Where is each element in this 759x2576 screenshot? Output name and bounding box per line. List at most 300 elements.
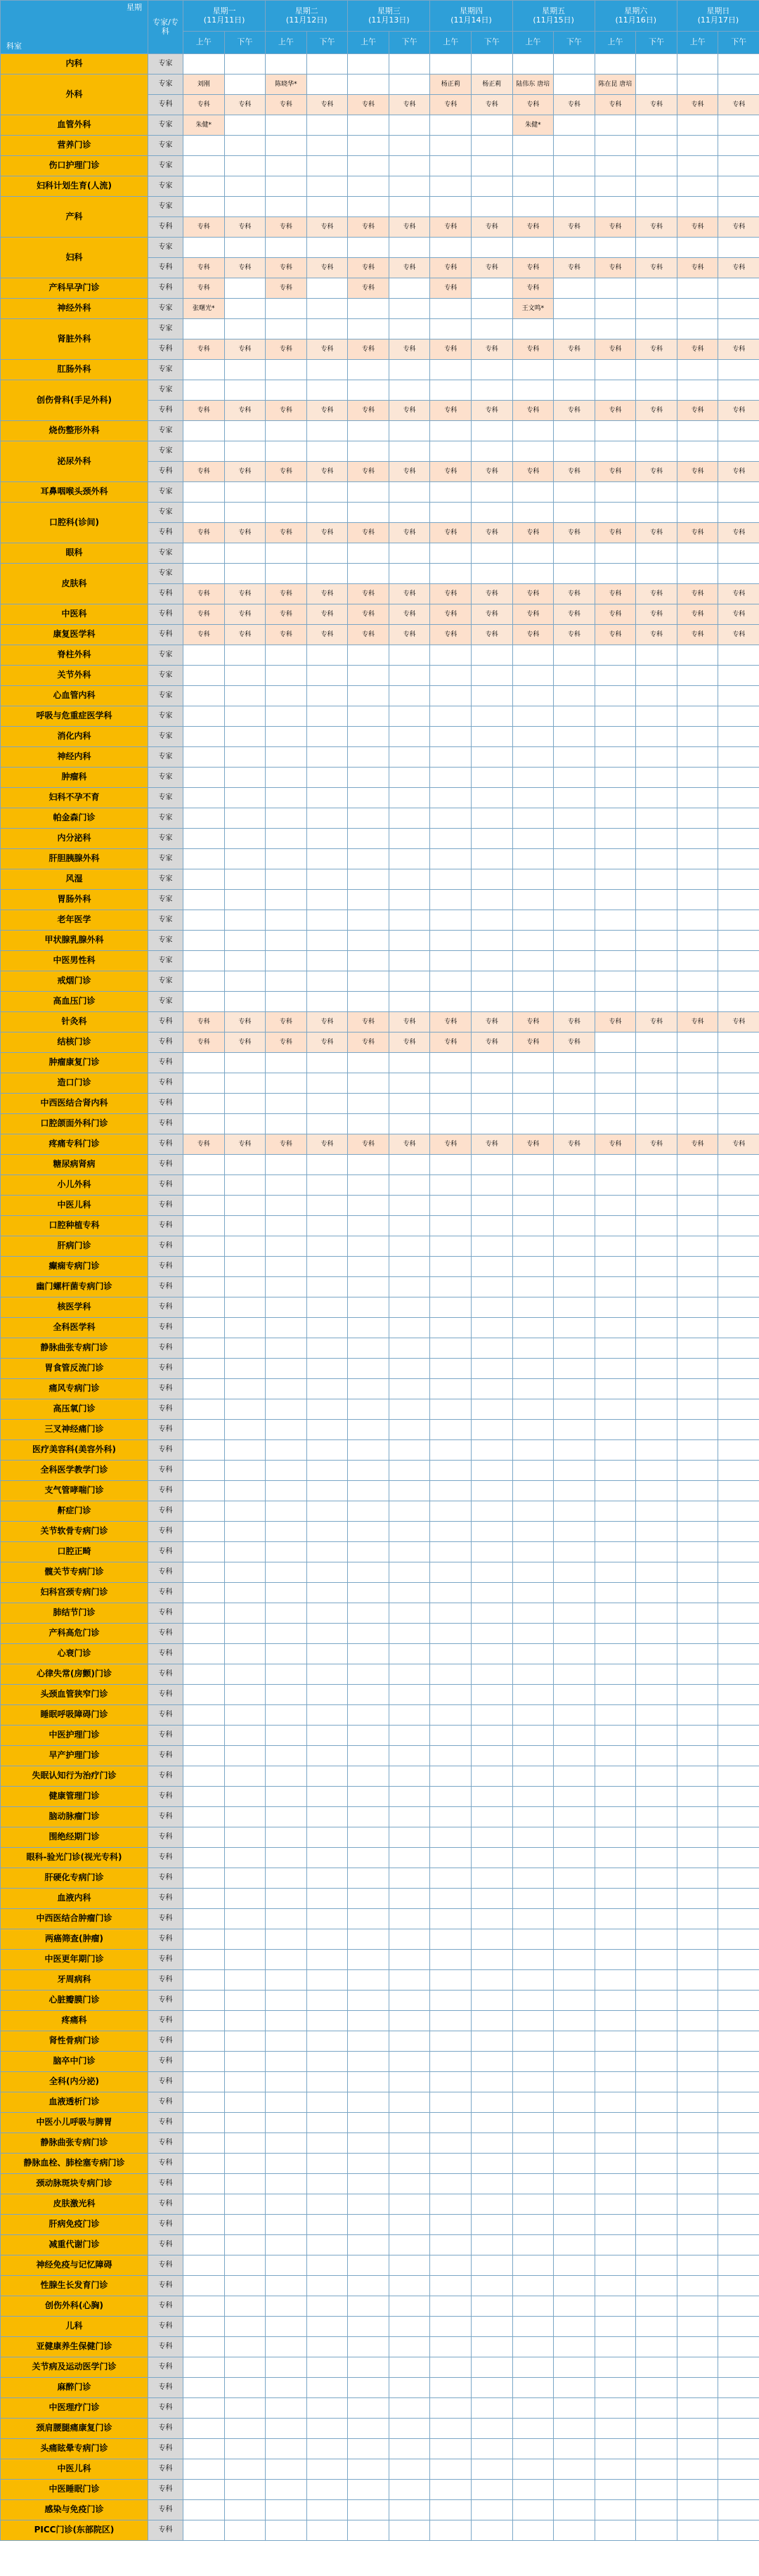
schedule-cell (224, 2317, 266, 2337)
clinic-type: 专科 (148, 1399, 183, 1420)
schedule-cell (430, 1950, 472, 1970)
schedule-cell: 专科 (430, 258, 472, 278)
schedule-row (1, 2296, 759, 2317)
schedule-cell (430, 1175, 472, 1196)
schedule-cell (471, 2357, 512, 2378)
schedule-cell (430, 2072, 472, 2092)
schedule-cell (306, 1726, 348, 1746)
schedule-cell (595, 1970, 636, 1991)
schedule-cell (348, 1827, 389, 1848)
schedule-cell (512, 1787, 554, 1807)
schedule-cell (266, 1236, 307, 1257)
schedule-cell (595, 2296, 636, 2317)
schedule-cell (718, 2174, 759, 2194)
schedule-cell (348, 666, 389, 686)
schedule-cell (348, 890, 389, 910)
schedule-cell (471, 564, 512, 584)
schedule-cell (183, 1644, 225, 1664)
schedule-cell (348, 1624, 389, 1644)
schedule-cell (636, 2419, 677, 2439)
schedule-cell (266, 1970, 307, 1991)
schedule-cell (718, 829, 759, 849)
schedule-cell (389, 2378, 430, 2398)
schedule-cell (471, 2500, 512, 2520)
schedule-cell (183, 2215, 225, 2235)
schedule-cell (471, 176, 512, 197)
schedule-cell (718, 992, 759, 1012)
schedule-cell: 专科 (554, 1033, 595, 1053)
schedule-cell (554, 1216, 595, 1236)
schedule-cell (595, 1236, 636, 1257)
schedule-cell (718, 278, 759, 299)
department-name: 内科 (1, 54, 148, 75)
schedule-cell (266, 1991, 307, 2011)
schedule-cell (554, 482, 595, 503)
schedule-cell (306, 706, 348, 727)
schedule-cell (718, 1827, 759, 1848)
schedule-cell (554, 2480, 595, 2500)
schedule-cell (595, 1766, 636, 1787)
schedule-row (1, 645, 759, 666)
schedule-cell (595, 2133, 636, 2154)
schedule-cell (224, 890, 266, 910)
schedule-cell (636, 1501, 677, 1522)
schedule-cell: 专科 (718, 401, 759, 421)
schedule-cell: 专科 (389, 217, 430, 238)
schedule-row (1, 2092, 759, 2113)
schedule-cell (636, 1624, 677, 1644)
schedule-cell (348, 2459, 389, 2480)
schedule-cell (512, 2317, 554, 2337)
schedule-row (1, 1359, 759, 1379)
schedule-cell (677, 278, 718, 299)
schedule-cell (348, 2113, 389, 2133)
schedule-cell: 专科 (348, 217, 389, 238)
schedule-cell (266, 1155, 307, 1175)
schedule-cell (266, 2194, 307, 2215)
department-name: 幽门螺杆菌专病门诊 (1, 1277, 148, 1297)
schedule-cell: 专科 (595, 1134, 636, 1155)
department-name: 造口门诊 (1, 1073, 148, 1094)
schedule-cell (224, 1196, 266, 1216)
schedule-cell (266, 931, 307, 951)
schedule-cell (554, 421, 595, 441)
schedule-cell (595, 1542, 636, 1562)
schedule-cell (718, 2480, 759, 2500)
schedule-cell (266, 727, 307, 747)
schedule-cell (512, 564, 554, 584)
schedule-cell (471, 808, 512, 829)
schedule-cell: 专科 (306, 462, 348, 482)
schedule-cell (430, 2296, 472, 2317)
schedule-cell (718, 747, 759, 768)
schedule-row (1, 1318, 759, 1338)
schedule-cell: 专科 (554, 1134, 595, 1155)
schedule-cell (306, 2459, 348, 2480)
schedule-cell (266, 1073, 307, 1094)
schedule-cell (224, 849, 266, 869)
schedule-cell (266, 115, 307, 136)
clinic-type: 专家 (148, 890, 183, 910)
schedule-cell (554, 1277, 595, 1297)
schedule-cell (718, 176, 759, 197)
schedule-cell (554, 788, 595, 808)
schedule-cell (430, 1766, 472, 1787)
schedule-cell (595, 1399, 636, 1420)
clinic-type: 专科 (148, 1603, 183, 1624)
schedule-cell (306, 1950, 348, 1970)
schedule-cell (636, 1481, 677, 1501)
schedule-cell (389, 1929, 430, 1950)
department-name: 康复医学科 (1, 625, 148, 645)
schedule-cell (183, 1277, 225, 1297)
schedule-cell (636, 869, 677, 890)
schedule-cell (512, 1929, 554, 1950)
schedule-cell (554, 176, 595, 197)
schedule-cell (348, 1807, 389, 1827)
schedule-cell (430, 645, 472, 666)
schedule-cell (306, 1501, 348, 1522)
schedule-cell: 专科 (266, 625, 307, 645)
schedule-cell (306, 543, 348, 564)
schedule-cell (224, 2276, 266, 2296)
schedule-cell (554, 1991, 595, 2011)
clinic-type: 专家 (148, 75, 183, 95)
schedule-cell (512, 2113, 554, 2133)
schedule-cell (389, 1420, 430, 1440)
schedule-cell (595, 971, 636, 992)
schedule-cell: 专科 (512, 462, 554, 482)
schedule-cell (224, 1542, 266, 1562)
schedule-cell (512, 2337, 554, 2357)
schedule-row (1, 2520, 759, 2541)
schedule-cell (677, 2011, 718, 2031)
schedule-cell (718, 1868, 759, 1889)
schedule-cell (677, 1522, 718, 1542)
schedule-cell (389, 1583, 430, 1603)
schedule-cell (512, 2072, 554, 2092)
schedule-cell (306, 1318, 348, 1338)
clinic-type: 专科 (148, 258, 183, 278)
schedule-cell (306, 1522, 348, 1542)
clinic-type: 专家 (148, 788, 183, 808)
schedule-cell (636, 747, 677, 768)
day-header: 星期日 (11月17日) (677, 1, 759, 32)
schedule-cell (430, 971, 472, 992)
schedule-cell (718, 1624, 759, 1644)
schedule-cell (636, 1909, 677, 1929)
schedule-cell (636, 1094, 677, 1114)
schedule-cell (595, 1196, 636, 1216)
department-name: 早产护理门诊 (1, 1746, 148, 1766)
schedule-cell: 专科 (389, 95, 430, 115)
schedule-cell (348, 421, 389, 441)
schedule-cell: 专科 (183, 339, 225, 360)
department-name: 中医小儿呼吸与脾胃 (1, 2113, 148, 2133)
schedule-cell: 专科 (224, 217, 266, 238)
schedule-cell (224, 1909, 266, 1929)
schedule-row (1, 1950, 759, 1970)
schedule-cell (512, 1848, 554, 1868)
schedule-cell (471, 1624, 512, 1644)
schedule-cell (718, 2113, 759, 2133)
schedule-cell (718, 1481, 759, 1501)
schedule-cell (636, 971, 677, 992)
schedule-cell (677, 1094, 718, 1114)
schedule-cell (183, 1868, 225, 1889)
schedule-cell (183, 197, 225, 217)
schedule-cell (266, 1501, 307, 1522)
schedule-cell (471, 2439, 512, 2459)
schedule-cell (512, 951, 554, 971)
schedule-cell: 专科 (677, 95, 718, 115)
schedule-cell (554, 2520, 595, 2541)
schedule-cell (718, 2500, 759, 2520)
schedule-cell (389, 1359, 430, 1379)
schedule-cell (636, 1542, 677, 1562)
schedule-cell (224, 2398, 266, 2419)
department-name: 肝硬化专病门诊 (1, 1868, 148, 1889)
schedule-row (1, 849, 759, 869)
clinic-type: 专家 (148, 136, 183, 156)
schedule-cell (266, 2174, 307, 2194)
clinic-type: 专家 (148, 564, 183, 584)
department-name: 肿瘤科 (1, 768, 148, 788)
schedule-cell (348, 75, 389, 95)
schedule-cell (306, 2052, 348, 2072)
schedule-cell: 陆伟东 唐培 (512, 75, 554, 95)
schedule-cell (389, 278, 430, 299)
schedule-cell (677, 238, 718, 258)
schedule-row (1, 2072, 759, 2092)
clinic-type: 专科 (148, 1970, 183, 1991)
schedule-cell (471, 1787, 512, 1807)
schedule-cell (224, 1827, 266, 1848)
schedule-cell (224, 197, 266, 217)
department-name: 泌尿外科 (1, 441, 148, 482)
schedule-cell (266, 2235, 307, 2255)
schedule-cell (348, 1644, 389, 1664)
schedule-cell (266, 319, 307, 339)
schedule-cell (306, 666, 348, 686)
schedule-cell (306, 2296, 348, 2317)
schedule-cell (677, 910, 718, 931)
schedule-row (1, 319, 759, 339)
schedule-cell (471, 319, 512, 339)
schedule-cell (348, 1950, 389, 1970)
schedule-cell: 专科 (471, 625, 512, 645)
schedule-row (1, 666, 759, 686)
schedule-cell (471, 1766, 512, 1787)
schedule-cell (306, 197, 348, 217)
schedule-cell (224, 1970, 266, 1991)
schedule-cell (348, 971, 389, 992)
schedule-cell (306, 278, 348, 299)
schedule-cell (554, 115, 595, 136)
schedule-cell (636, 849, 677, 869)
schedule-cell (224, 421, 266, 441)
schedule-cell (306, 1114, 348, 1134)
schedule-cell: 专科 (306, 95, 348, 115)
schedule-cell (389, 543, 430, 564)
department-name: 心律失常(房颤)门诊 (1, 1664, 148, 1685)
department-name: 静脉曲张专病门诊 (1, 1338, 148, 1359)
schedule-cell (595, 890, 636, 910)
schedule-cell (389, 2113, 430, 2133)
schedule-cell (512, 2011, 554, 2031)
schedule-cell (224, 1868, 266, 1889)
schedule-cell: 专科 (224, 339, 266, 360)
schedule-row (1, 1134, 759, 1155)
schedule-cell (677, 727, 718, 747)
schedule-cell (554, 1726, 595, 1746)
schedule-cell (718, 1114, 759, 1134)
schedule-cell (677, 1542, 718, 1562)
schedule-cell (512, 1481, 554, 1501)
schedule-cell (224, 136, 266, 156)
department-name: 妇科不孕不育 (1, 788, 148, 808)
schedule-cell (430, 197, 472, 217)
clinic-type: 专家 (148, 768, 183, 788)
schedule-cell (471, 238, 512, 258)
schedule-cell (183, 686, 225, 706)
schedule-cell (471, 1440, 512, 1461)
schedule-row (1, 2052, 759, 2072)
schedule-cell (718, 2419, 759, 2439)
schedule-cell (718, 890, 759, 910)
schedule-cell: 专科 (389, 401, 430, 421)
schedule-cell (306, 1909, 348, 1929)
schedule-cell (636, 2154, 677, 2174)
schedule-cell (718, 1501, 759, 1522)
schedule-cell (266, 1175, 307, 1196)
schedule-cell (266, 360, 307, 380)
schedule-cell (512, 441, 554, 462)
clinic-type: 专科 (148, 1196, 183, 1216)
schedule-row (1, 197, 759, 217)
schedule-cell (389, 1991, 430, 2011)
schedule-cell (183, 2174, 225, 2194)
schedule-cell (677, 1726, 718, 1746)
schedule-cell (348, 2072, 389, 2092)
schedule-cell (183, 1338, 225, 1359)
schedule-cell (430, 1501, 472, 1522)
schedule-cell (595, 1950, 636, 1970)
schedule-cell (512, 176, 554, 197)
schedule-cell (306, 1807, 348, 1827)
schedule-cell (554, 1583, 595, 1603)
schedule-cell (677, 1114, 718, 1134)
schedule-cell (306, 176, 348, 197)
schedule-cell: 专科 (183, 217, 225, 238)
schedule-cell (348, 503, 389, 523)
schedule-cell (389, 2398, 430, 2419)
schedule-cell (430, 1277, 472, 1297)
schedule-cell (348, 992, 389, 1012)
schedule-cell (636, 2398, 677, 2419)
schedule-cell (224, 727, 266, 747)
schedule-cell (224, 686, 266, 706)
schedule-cell (183, 2419, 225, 2439)
schedule-cell: 专科 (224, 1134, 266, 1155)
schedule-cell (306, 2398, 348, 2419)
clinic-type: 专家 (148, 686, 183, 706)
schedule-cell (595, 115, 636, 136)
schedule-cell (224, 115, 266, 136)
schedule-row (1, 380, 759, 401)
schedule-cell (306, 849, 348, 869)
schedule-cell: 专科 (183, 278, 225, 299)
schedule-row (1, 1664, 759, 1685)
schedule-cell (677, 1379, 718, 1399)
schedule-cell (183, 2154, 225, 2174)
schedule-cell (554, 299, 595, 319)
schedule-row (1, 482, 759, 503)
schedule-cell: 朱健* (512, 115, 554, 136)
schedule-cell (430, 1073, 472, 1094)
schedule-cell (718, 482, 759, 503)
department-name: 妇科 (1, 238, 148, 278)
schedule-cell (430, 747, 472, 768)
schedule-cell (595, 1461, 636, 1481)
schedule-cell (183, 503, 225, 523)
schedule-cell (718, 1889, 759, 1909)
schedule-cell (348, 238, 389, 258)
schedule-cell (554, 2378, 595, 2398)
schedule-cell (636, 2459, 677, 2480)
schedule-cell (306, 727, 348, 747)
schedule-cell (595, 951, 636, 971)
schedule-cell (430, 1379, 472, 1399)
clinic-type: 专科 (148, 1950, 183, 1970)
schedule-cell (183, 1950, 225, 1970)
schedule-cell (554, 1664, 595, 1685)
schedule-cell (183, 1236, 225, 1257)
schedule-cell: 专科 (512, 258, 554, 278)
schedule-cell (595, 1685, 636, 1705)
schedule-cell (677, 1746, 718, 1766)
department-name: 减重代谢门诊 (1, 2235, 148, 2255)
schedule-cell (348, 136, 389, 156)
schedule-row (1, 564, 759, 584)
schedule-cell (636, 543, 677, 564)
schedule-cell (389, 1094, 430, 1114)
schedule-cell: 专科 (306, 584, 348, 604)
schedule-row (1, 1216, 759, 1236)
schedule-cell (512, 1196, 554, 1216)
schedule-cell (389, 2092, 430, 2113)
pm-header: 下午 (636, 32, 677, 54)
department-name: 外科 (1, 75, 148, 115)
schedule-cell (306, 2520, 348, 2541)
department-name: 中医理疗门诊 (1, 2398, 148, 2419)
schedule-cell (677, 156, 718, 176)
schedule-cell (348, 788, 389, 808)
schedule-cell (595, 1664, 636, 1685)
schedule-cell (348, 1501, 389, 1522)
schedule-cell (224, 2235, 266, 2255)
schedule-row (1, 1929, 759, 1950)
schedule-cell (348, 2092, 389, 2113)
schedule-cell (306, 992, 348, 1012)
department-name: 两癌筛查(肿瘤) (1, 1929, 148, 1950)
schedule-cell (348, 1664, 389, 1685)
schedule-cell (348, 1236, 389, 1257)
schedule-cell (554, 2072, 595, 2092)
schedule-cell: 专科 (718, 584, 759, 604)
schedule-cell (512, 971, 554, 992)
department-name: 胃食管反流门诊 (1, 1359, 148, 1379)
